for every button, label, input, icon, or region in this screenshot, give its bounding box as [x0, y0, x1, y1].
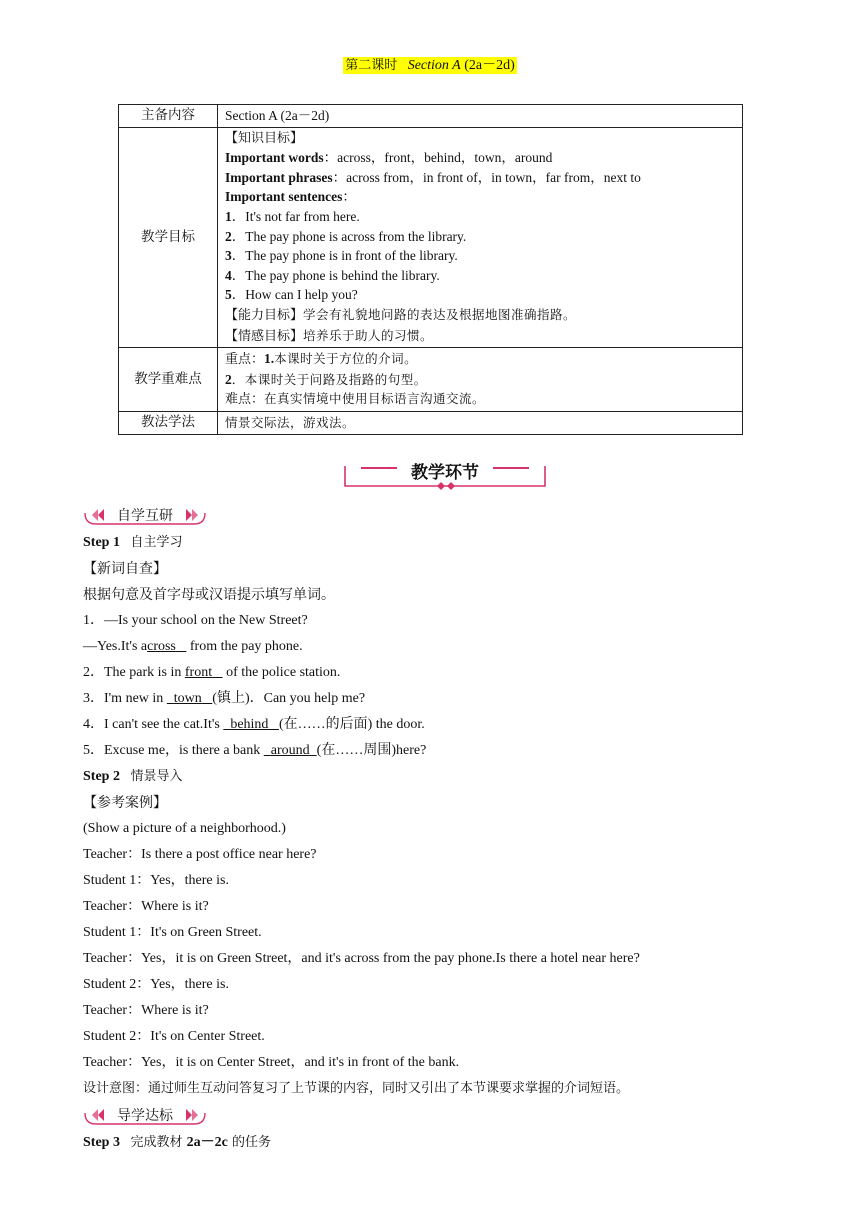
- important-phrases: Important phrases：across from，in front of，in town，far from，next to: [225, 169, 641, 185]
- reference-heading: 【参考案例】: [83, 795, 167, 811]
- exercise-2: 2．The park is in front of the police station.: [83, 665, 341, 680]
- row-content: Section A (2a－2d): [218, 105, 743, 128]
- answer-blank: behind: [230, 717, 269, 732]
- tag-label: 导学达标: [117, 1108, 173, 1124]
- row-label: 教学重难点: [119, 348, 218, 412]
- sentence-item: 4．The pay phone is behind the library.: [225, 267, 440, 283]
- title-section: Section A: [407, 58, 461, 73]
- answer-blank: front: [184, 665, 213, 680]
- title-range: (2a－2d): [464, 58, 515, 73]
- step3-heading: Step 3 完成教材 2a－2c 的任务: [83, 1135, 271, 1150]
- lesson-plan-table: [118, 104, 743, 435]
- dialogue-line: (Show a picture of a neighborhood.): [83, 821, 286, 836]
- vocab-heading: 【新词自查】: [83, 561, 167, 577]
- dialogue-line: Teacher：Is there a post office near here?: [83, 847, 317, 862]
- teaching-goals: [218, 127, 743, 348]
- tag-guided-study: [82, 1104, 208, 1126]
- row-label: 教学目标: [119, 127, 218, 348]
- dialogue-line: Student 1：Yes，there is.: [83, 873, 229, 888]
- ability-goal: 【能力目标】学会有礼貌地问路的表达及根据地图准确指路。: [225, 306, 577, 323]
- knowledge-heading: 【知识目标】: [225, 130, 304, 146]
- exercise-1-answer: —Yes.It's across from the pay phone.: [83, 639, 303, 654]
- page-title: [0, 54, 860, 74]
- important-sentences: Important sentences：: [225, 189, 356, 205]
- section-banner: [341, 456, 549, 492]
- table-row: [119, 348, 743, 412]
- answer-blank: cross: [147, 639, 176, 654]
- key-point-2: 2．本课时关于问路及指路的句型。: [225, 371, 427, 387]
- tag-label: 自学互研: [117, 508, 173, 524]
- key-point-1: 重点：1.本课时关于方位的介词。: [225, 351, 418, 368]
- exercise-5: 5．Excuse me，is there a bank around (在……周围)here?: [83, 743, 427, 758]
- emotion-goal: 【情感目标】培养乐于助人的习惯。: [225, 327, 434, 344]
- dialogue-line: Teacher：Yes，it is on Green Street，and it's across from the pay phone.Is there a hotel near here?: [83, 951, 640, 966]
- sentence-item: 2．The pay phone is across from the library.: [225, 228, 467, 244]
- design-intent: 设计意图：通过师生互动问答复习了上节课的内容，同时又引出了本节课要求掌握的介词短语。: [83, 1081, 630, 1096]
- row-label: 教法学法: [119, 411, 218, 434]
- row-content: 情景交际法，游戏法。: [218, 411, 743, 434]
- dialogue-line: Student 2：It's on Center Street.: [83, 1029, 265, 1044]
- table-row: [119, 105, 743, 128]
- row-label: 主备内容: [119, 105, 218, 128]
- important-words: Important words：across，front，behind，town，around: [225, 150, 553, 166]
- sentence-item: 1．It's not far from here.: [225, 208, 360, 224]
- difficult-point: 难点：在真实情境中使用目标语言沟通交流。: [225, 391, 486, 408]
- exercise-4: 4．I can't see the cat.It's behind (在……的后面) the door.: [83, 717, 425, 732]
- dialogue-line: Teacher：Where is it?: [83, 899, 209, 914]
- title-lesson: 第二课时: [345, 58, 398, 73]
- dialogue-line: Teacher：Where is it?: [83, 1003, 209, 1018]
- banner-title: 教学环节: [411, 463, 479, 483]
- dialogue-line: Student 2：Yes，there is.: [83, 977, 229, 992]
- instruction: 根据句意及首字母或汉语提示填写单词。: [83, 587, 335, 603]
- table-row: [119, 127, 743, 348]
- table-row: [119, 411, 743, 434]
- step2-heading: Step 2 情景导入: [83, 769, 183, 784]
- dialogue-line: Student 1：It's on Green Street.: [83, 925, 262, 940]
- answer-blank: town: [173, 691, 202, 706]
- sentence-item: 5．How can I help you?: [225, 287, 358, 303]
- answer-blank: around: [270, 743, 310, 758]
- exercise-3: 3．I'm new in town (镇上)．Can you help me?: [83, 691, 366, 706]
- step1-heading: Step 1 自主学习: [83, 535, 183, 550]
- dialogue-line: Teacher：Yes，it is on Center Street，and it's in front of the bank.: [83, 1055, 460, 1070]
- sentence-item: 3．The pay phone is in front of the library.: [225, 248, 458, 264]
- key-points: [218, 348, 743, 412]
- exercise-1: 1．—Is your school on the New Street?: [83, 613, 308, 628]
- tag-self-study: [82, 504, 208, 526]
